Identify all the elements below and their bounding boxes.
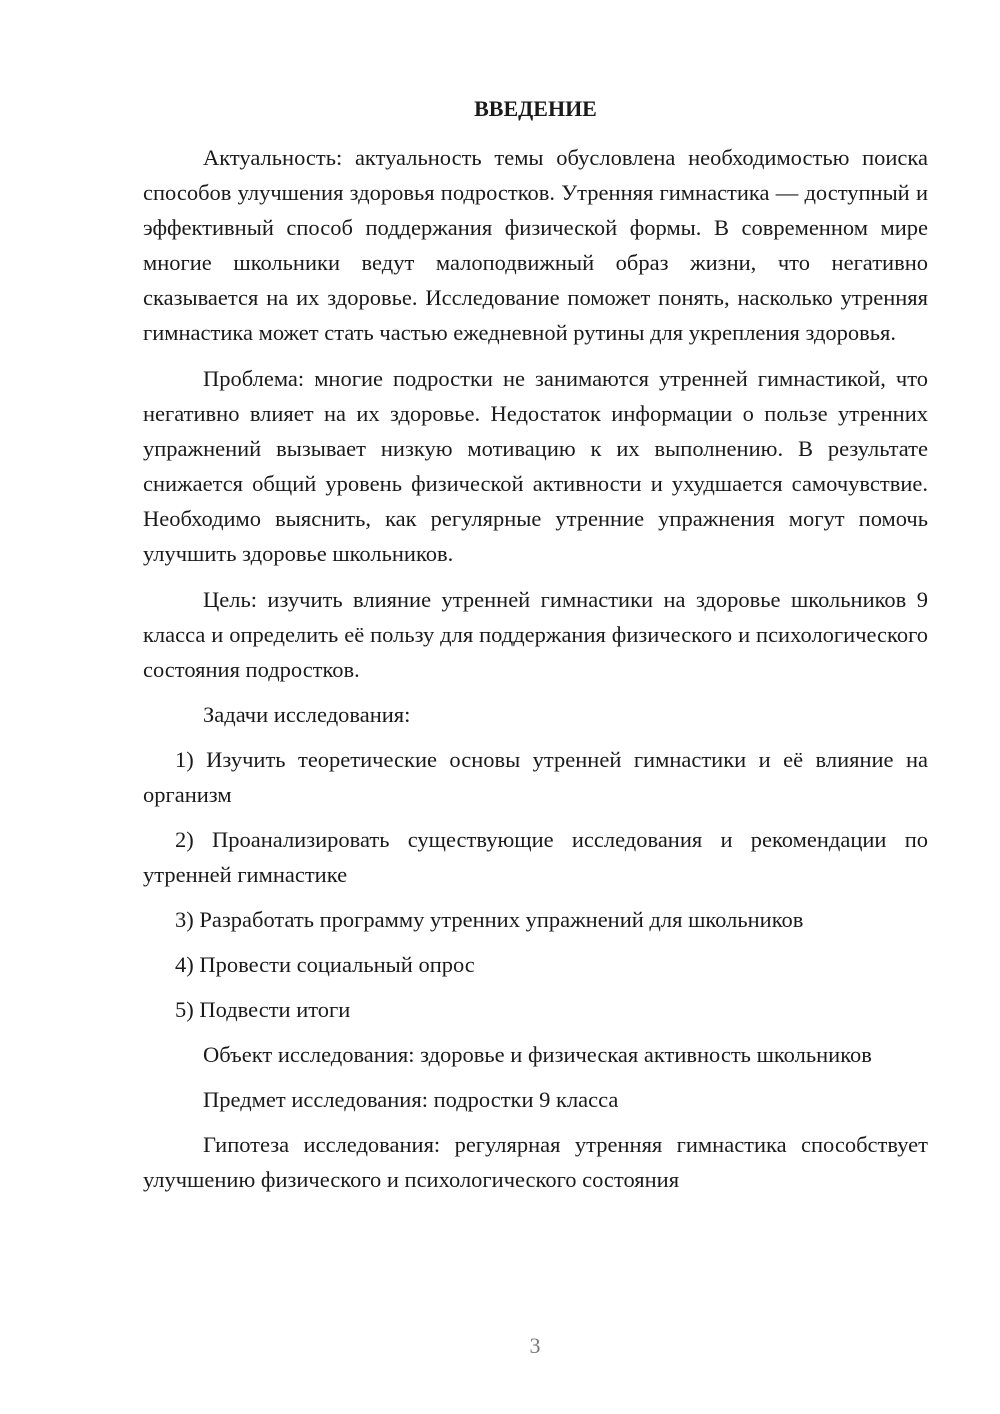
document-page xyxy=(143,90,928,1197)
list-item: 1) Изучить теоретические основы утренней гимнастики и её влияние на организм xyxy=(143,747,928,807)
list-item: 2) Проанализировать существующие исследования и рекомендации по утренней гимнастике xyxy=(143,827,928,887)
page-number: 3 xyxy=(529,1333,541,1358)
list-item: 3) Разработать программу утренних упражнений для школьников xyxy=(175,907,804,932)
list-item: 4) Провести социальный опрос xyxy=(175,952,475,977)
tasks-heading: Задачи исследования: xyxy=(203,702,411,727)
list-item: 5) Подвести итоги xyxy=(175,997,351,1022)
tasks-list xyxy=(143,742,928,1027)
paragraph-relevance: Актуальность: актуальность темы обусловлена необходимостью поиска способов улучшения здоровья подростков. Утренняя гимнастика — доступный и эффективный способ поддержания физической формы. В современном мире многие школьники ведут малоподвижный образ жизни, что негативно сказывается на их здоровье. Исследование поможет понять, насколько утренняя гимнастика может стать частью ежедневной рутины для укрепления здоровья. xyxy=(143,145,928,345)
paragraph-hypothesis: Гипотеза исследования: регулярная утренняя гимнастика способствует улучшению физического и психологического состояния xyxy=(143,1132,928,1192)
paragraph-object: Объект исследования: здоровье и физическая активность школьников xyxy=(203,1042,872,1067)
document-title: ВВЕДЕНИЕ xyxy=(474,96,597,121)
paragraph-problem: Проблема: многие подростки не занимаются утренней гимнастикой, что негативно влияет на их здоровье. Недостаток информации о пользе утренних упражнений вызывает низкую мотивацию к их выполнению. В результате снижается общий уровень физической активности и ухудшается самочувствие. Необходимо выяснить, как регулярные утренние упражнения могут помочь улучшить здоровье школьников. xyxy=(143,366,928,566)
paragraph-goal: Цель: изучить влияние утренней гимнастики на здоровье школьников 9 класса и определить её пользу для поддержания физического и психологического состояния подростков. xyxy=(143,587,928,682)
paragraph-subject: Предмет исследования: подростки 9 класса xyxy=(203,1087,619,1112)
